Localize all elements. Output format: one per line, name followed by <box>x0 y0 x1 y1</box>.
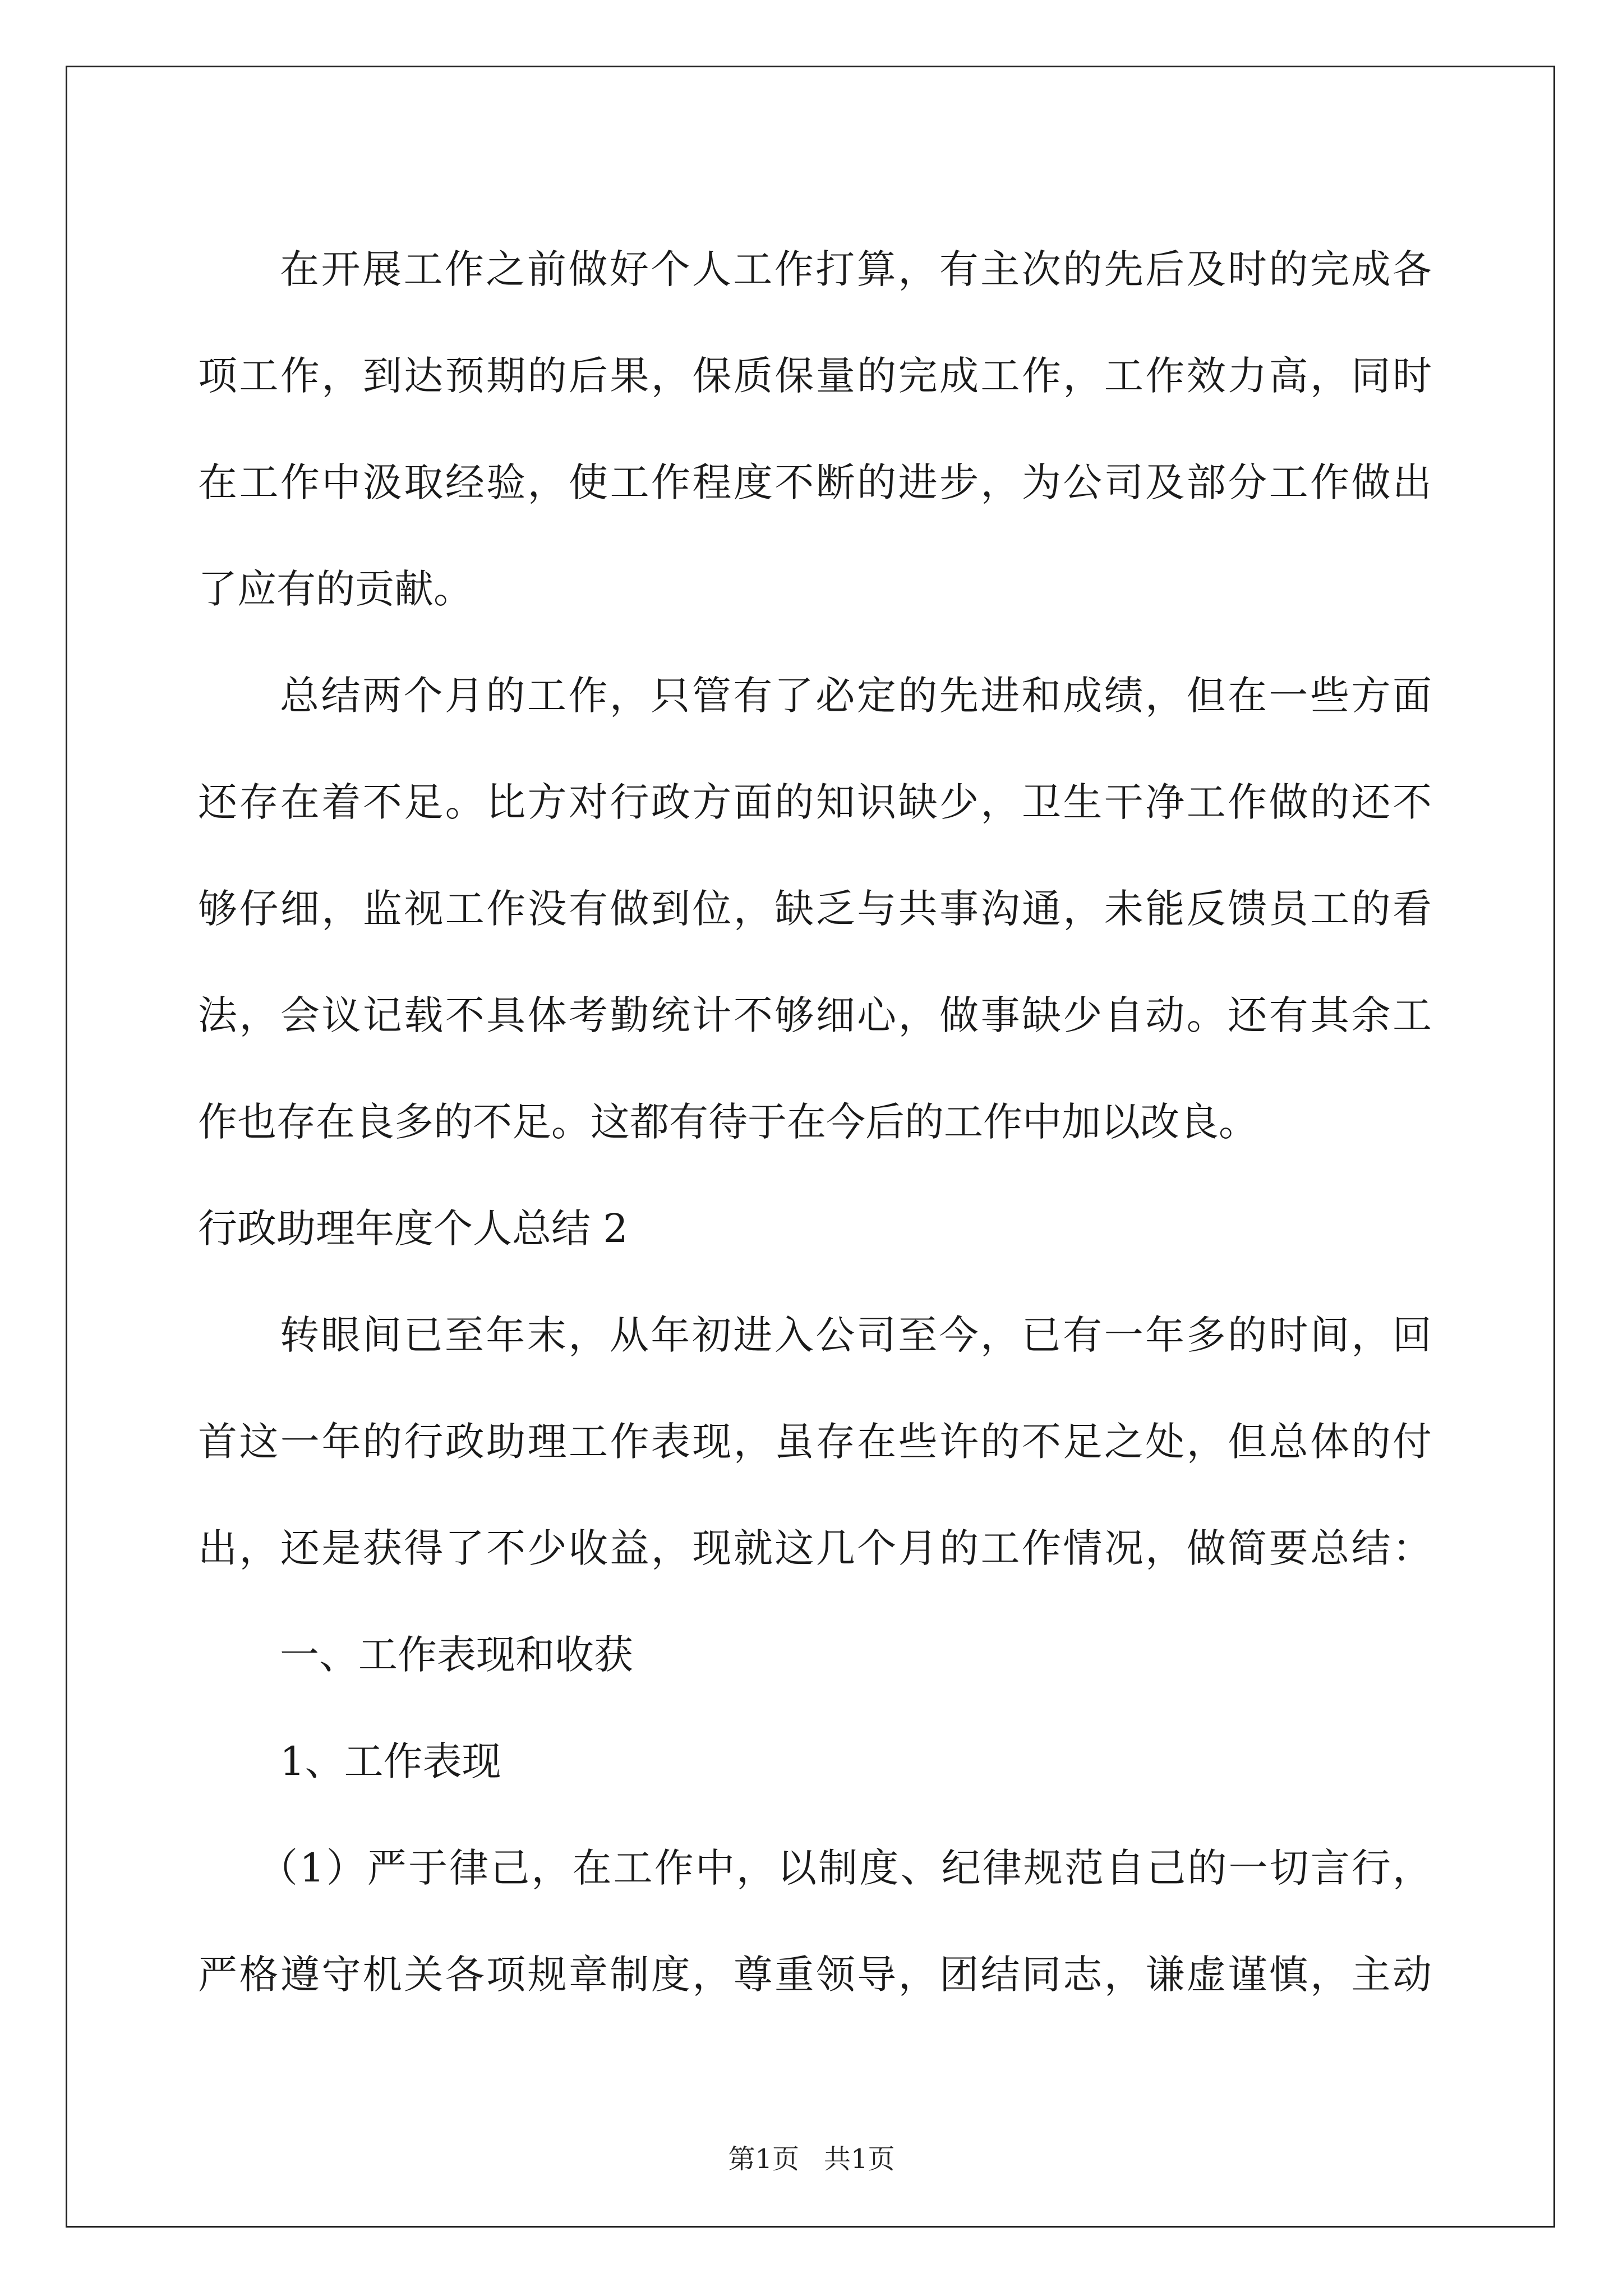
paragraph-2-line-3: 够仔细，监视工作没有做到位，缺乏与共事沟通，未能反馈员工的看 <box>198 886 1432 932</box>
paragraph-2-line-1: 总结两个月的工作，只管有了必定的先进和成绩，但在一些方面 <box>280 673 1432 719</box>
page-number: 第1页 <box>728 2143 799 2175</box>
paragraph-3-line-3: 出，还是获得了不少收益，现就这几个月的工作情况，做简要总结： <box>198 1525 1432 1571</box>
paragraph-2-line-4: 法，会议记载不具体考勤统计不够细心，做事缺少自动。还有其余工 <box>198 992 1432 1038</box>
subheading-1: 一、工作表现和收获 <box>280 1632 633 1678</box>
paragraph-4-line-2: 严格遵守机关各项规章制度，尊重领导，团结同志，谦虚谨慎，主动 <box>198 1952 1432 1998</box>
page-footer <box>0 2137 1623 2176</box>
paragraph-2-line-5: 作也存在良多的不足。这都有待于在今后的工作中加以改良。 <box>198 1099 1258 1145</box>
paragraph-1-line-1: 在开展工作之前做好个人工作打算，有主次的先后及时的完成各 <box>280 246 1432 292</box>
page-total: 共1页 <box>824 2143 895 2175</box>
document-body <box>198 216 1432 2028</box>
paragraph-2-line-2: 还存在着不足。比方对行政方面的知识缺少，卫生干净工作做的还不 <box>198 779 1432 825</box>
section-heading: 行政助理年度个人总结 2 <box>198 1205 628 1251</box>
paragraph-1-line-3: 在工作中汲取经验，使工作程度不断的进步，为公司及部分工作做出 <box>198 459 1432 505</box>
paragraph-1-line-2: 项工作，到达预期的后果，保质保量的完成工作，工作效力高，同时 <box>198 353 1432 399</box>
paragraph-3-line-2: 首这一年的行政助理工作表现，虽存在些许的不足之处，但总体的付 <box>198 1419 1432 1465</box>
paragraph-1-line-4: 了应有的贡献。 <box>198 566 473 612</box>
paragraph-4-line-1: （1）严于律己，在工作中，以制度、纪律规范自己的一切言行， <box>259 1845 1432 1891</box>
paragraph-3-line-1: 转眼间已至年末，从年初进入公司至今，已有一年多的时间，回 <box>280 1312 1432 1358</box>
subheading-1-1: 1、工作表现 <box>280 1738 501 1784</box>
